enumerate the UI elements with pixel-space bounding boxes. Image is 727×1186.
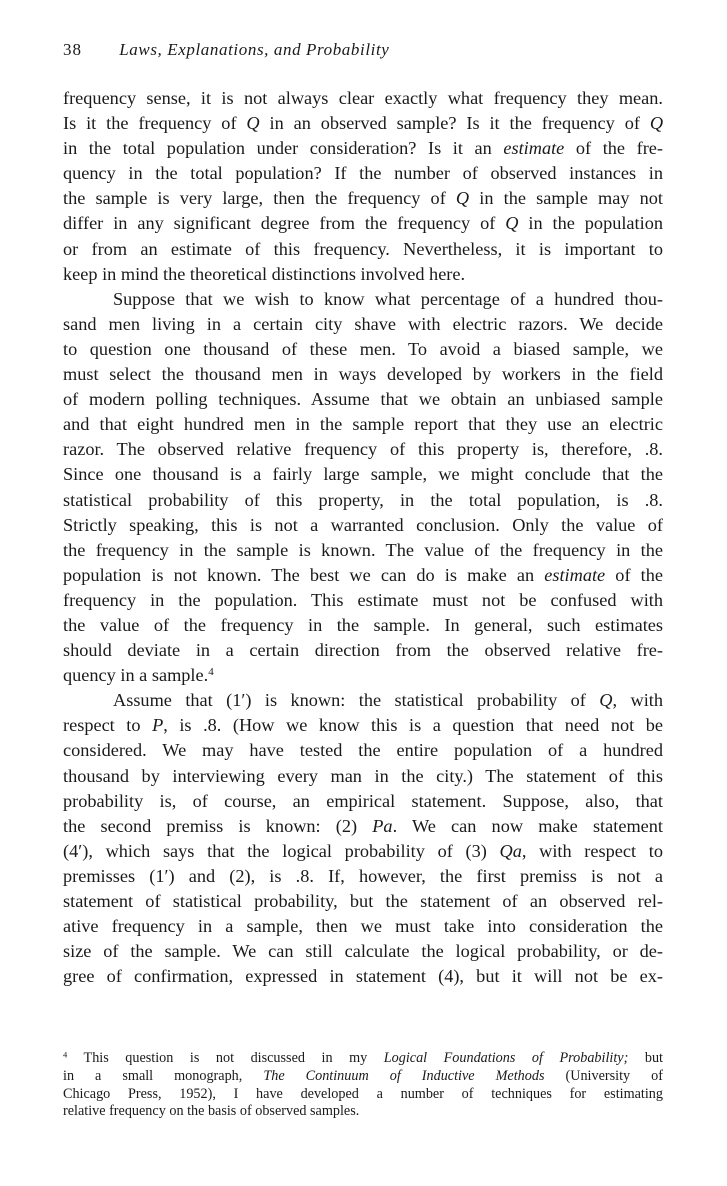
text-line: Is it the frequency of Q in an observed sample? Is it the frequency of Q xyxy=(63,113,664,134)
text-line: in the total population under consideration? Is it an estimate of the fre- xyxy=(63,138,663,159)
text-line: and that eight hundred men in the sample report that they use an electric xyxy=(63,414,663,435)
text-line: of modern polling techniques. Assume that we obtain an unbiased sample xyxy=(63,389,663,410)
text-line: population is not known. The best we can do is make an estimate of the xyxy=(63,564,663,585)
text-line: respect to P, is .8. (How we know this is a question that need not be xyxy=(63,715,663,736)
text-line: quency in a sample.$^4$ xyxy=(63,665,214,686)
running-header xyxy=(63,40,389,60)
text-line: the frequency in the sample is known. The value of the frequency in the xyxy=(63,539,663,560)
text-line: quency in the total population? If the number of observed instances in xyxy=(63,163,663,184)
text-line: should deviate in a certain direction from the observed relative fre- xyxy=(63,640,663,661)
text-line: sand men living in a certain city shave with electric razors. We decide xyxy=(63,313,663,334)
text-line: gree of confirmation, expressed in statement (4), but it will not be ex- xyxy=(63,966,663,987)
text-line: or from an estimate of this frequency. Nevertheless, it is important to xyxy=(63,238,663,259)
text-line: Assume that (1′) is known: the statistical probability of Q, with xyxy=(113,690,663,711)
text-line: Since one thousand is a fairly large sample, we might conclude that the xyxy=(63,464,663,485)
text-line: statistical probability of this property, in the total population, is .8. xyxy=(63,489,663,510)
page-number: 38 xyxy=(63,40,82,59)
text-line: keep in mind the theoretical distinctions involved here. xyxy=(63,263,466,284)
text-line: ative frequency in a sample, then we must take into consideration the xyxy=(63,916,663,937)
text-line: probability is, of course, an empirical statement. Suppose, also, that xyxy=(63,790,663,811)
text-line: the sample is very large, then the frequency of Q in the sample may not xyxy=(63,188,663,209)
text-line: frequency sense, it is not always clear exactly what frequency they mean. xyxy=(63,88,663,108)
text-line: differ in any significant degree from the frequency of Q in the population xyxy=(63,213,663,234)
running-title: Laws, Explanations, and Probability xyxy=(119,40,390,59)
text-line: the value of the frequency in the sample. In general, such estimates xyxy=(63,614,663,635)
text-line: considered. We may have tested the entire population of a hundred xyxy=(63,740,663,761)
text-line: frequency in the population. This estimate must not be confused with xyxy=(63,589,663,610)
text-line: premisses (1′) and (2), is .8. If, however, the first premiss is not a xyxy=(63,865,663,886)
text-line: thousand by interviewing every man in the city.) The statement of this xyxy=(63,765,663,786)
footnote-line: in a small monograph, The Continuum of Inductive Methods (University of xyxy=(63,1067,663,1084)
footnote-line: Chicago Press, 1952), I have developed a number of techniques for estimating xyxy=(63,1085,663,1102)
footnote-line: $^4$ This question is not discussed in my Logical Foundations of Probability; but xyxy=(63,1049,663,1066)
text-line: (4′), which says that the logical probability of (3) Qa, with respect to xyxy=(63,840,663,861)
footnote xyxy=(63,1050,663,1121)
text-line: statement of statistical probability, but the statement of an observed rel- xyxy=(63,891,663,911)
text-line: Suppose that we wish to know what percentage of a hundred thou- xyxy=(113,288,663,309)
text-line: the second premiss is known: (2) Pa. We can now make statement xyxy=(63,815,663,836)
text-line: razor. The observed relative frequency of this property is, therefore, .8. xyxy=(63,439,663,460)
text-line: to question one thousand of these men. To avoid a biased sample, we xyxy=(63,338,663,359)
text-line: size of the sample. We can still calculate the logical probability, or de- xyxy=(63,941,663,962)
body-text xyxy=(63,86,663,989)
text-line: Strictly speaking, this is not a warranted conclusion. Only the value of xyxy=(63,514,663,535)
text-line: must select the thousand men in ways developed by workers in the field xyxy=(63,364,663,385)
footnote-line: relative frequency on the basis of observed samples. xyxy=(63,1103,360,1120)
